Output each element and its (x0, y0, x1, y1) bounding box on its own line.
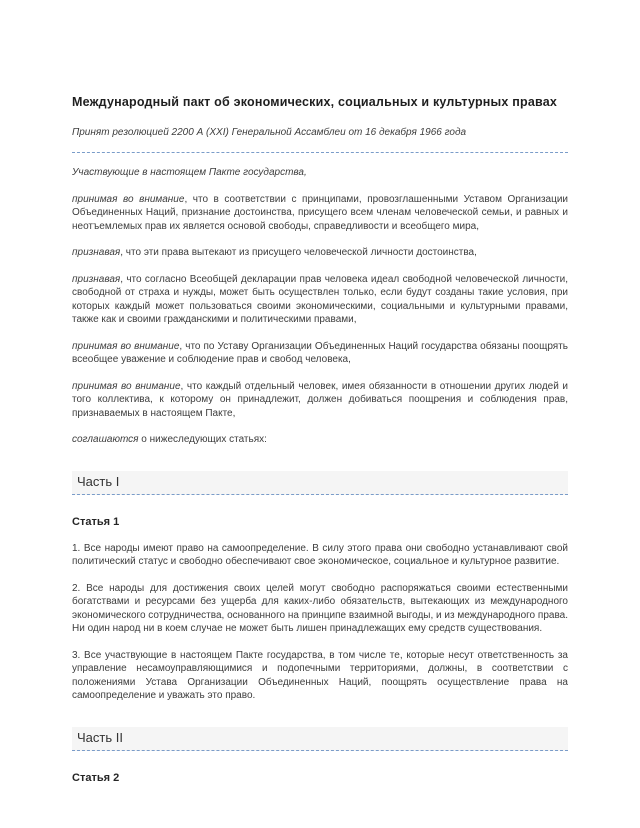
article-heading-2: Статья 2 (72, 771, 120, 784)
article-paragraph: 3. Все участвующие в настоящем Пакте государства, в том числе те, которые несут ответственность за управление несамоуправляющимися и подопечными территориями, должны, в соответствии с положениями Устава Организации Объединенных Наций, поощрять осуществление права на самоопределение и уважать это право. (72, 649, 568, 701)
section-heading-part-2: Часть II (72, 727, 568, 751)
preamble-paragraph (72, 193, 568, 234)
article-paragraph: 2. Все народы для достижения своих целей могут свободно распоряжаться своими естественными богатствами и ресурсами без ущерба для каких-либо обязательств, вытекающих из международного экономического сотрудничества, основанного на принципе взаимной выгоды, и из международного права. Ни один народ ни в коем случае не может быть лишен принадлежащих ему средств существования. (72, 582, 568, 634)
preamble-lead: признавая (72, 273, 121, 285)
document-subtitle: Принят резолюцией 2200 А (XXI) Генеральной Ассамблеи от 16 декабря 1966 года (72, 127, 467, 138)
document-title: Международный пакт об экономических, социальных и культурных правах (72, 95, 558, 109)
preamble-lead: принимая во внимание (72, 193, 185, 205)
preamble-lead: принимая во внимание (72, 380, 181, 392)
preamble-text: о нижеследующих статьях: (138, 434, 267, 445)
divider-dashed (72, 152, 568, 153)
preamble-paragraph (72, 340, 568, 367)
preamble-text: , что в соответствии с принципами, провозглашенными Уставом Организации Объединенных Наций, признание достоинства, присущего всем членам человеческой семьи, и равных и неотъемлемых прав их является основой свободы, справедливости и всеобщего мира, (72, 193, 568, 232)
preamble-paragraph (72, 246, 568, 260)
preamble-lead: соглашаются (72, 434, 139, 445)
preamble-text: , что каждый отдельный человек, имея обязанности в отношении других людей и того коллектива, к которому он принадлежит, должен добиваться поощрения и соблюдения прав, признаваемых в настоящем Пакте, (72, 380, 568, 419)
preamble-lead: признавая (72, 247, 121, 258)
preamble-lead: принимая во внимание (72, 340, 180, 352)
preamble-text: , что по Уставу Организации Объединенных Наций государства обязаны поощрять всеобщее уважение и соблюдение прав и свобод человека, (72, 340, 568, 365)
section-heading-part-1: Часть I (72, 471, 568, 495)
preamble-paragraph (72, 166, 568, 180)
preamble-text: , что согласно Всеобщей декларации прав человека идеал свободной человеческой личности, свободной от страха и нужды, может быть осуществлен только, если будут созданы такие условия, при которых каждый может пользоваться своими экономическими, социальными и культурными правами, также как и своими гражданскими и политическими правами, (72, 273, 568, 325)
preamble-paragraph (72, 273, 568, 327)
article-heading-1: Статья 1 (72, 515, 120, 528)
preamble-paragraph (72, 433, 568, 447)
preamble-text: , что эти права вытекают из присущего человеческой личности достоинства, (120, 247, 477, 258)
article-paragraph: 1. Все народы имеют право на самоопределение. В силу этого права они свободно устанавливают свой политический статус и свободно обеспечивают свое экономическое, социальное и культурное развитие. (72, 542, 568, 567)
preamble-lead: Участвующие в настоящем Пакте государства, (72, 167, 307, 178)
preamble-paragraph (72, 380, 568, 421)
